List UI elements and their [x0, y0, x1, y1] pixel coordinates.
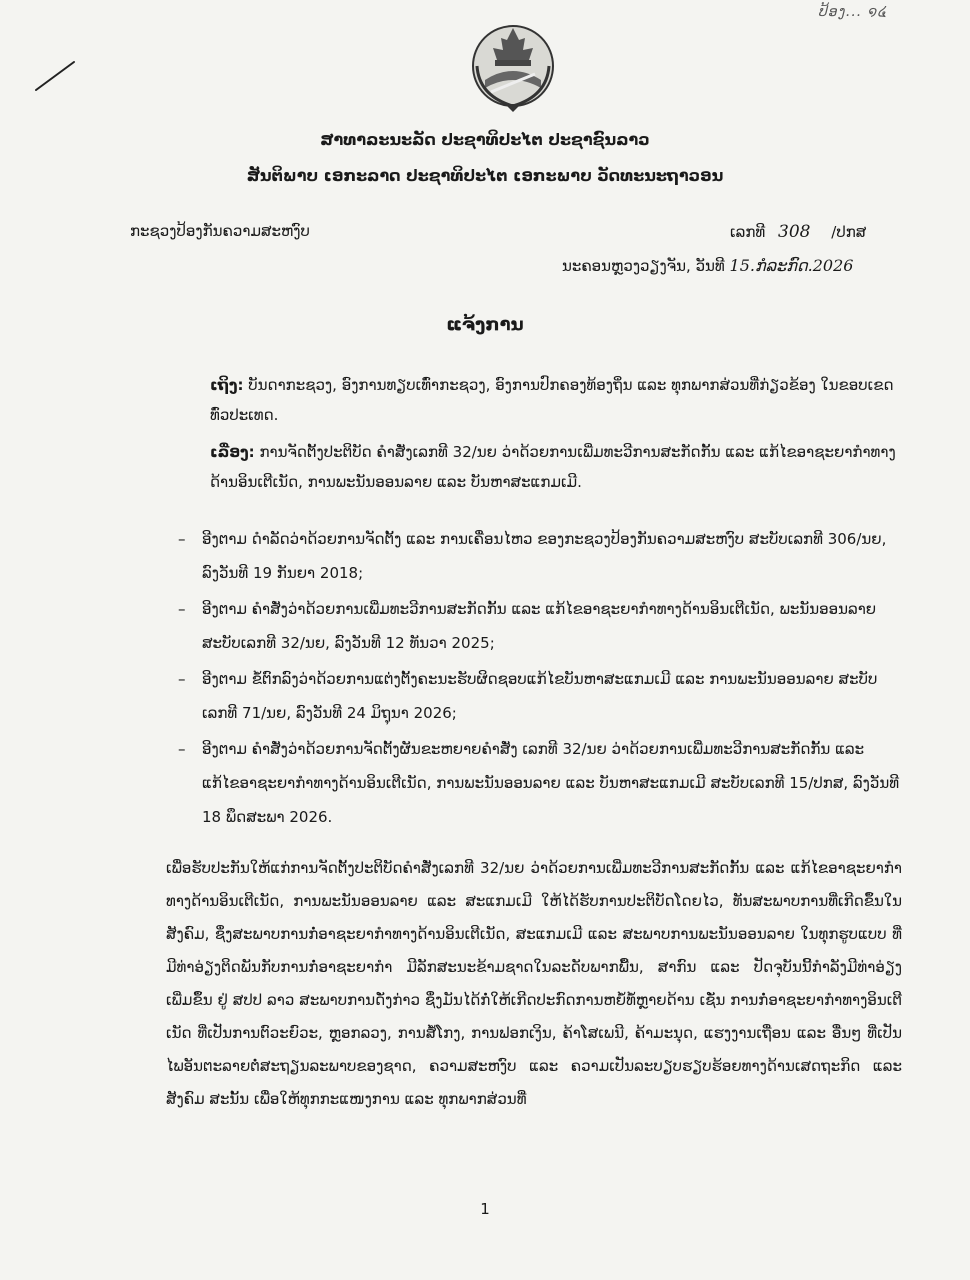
document-number — [730, 222, 866, 242]
page-number: 1 — [480, 1200, 490, 1218]
legal-references-list — [178, 522, 900, 836]
header-republic-name: ສາທາລະນະລັດ ປະຊາທິປະໄຕ ປະຊາຊົນລາວ — [320, 130, 650, 149]
body-paragraph: ເພື່ອຮັບປະກັນໃຫ້ແກ່ການຈັດຕັ້ງປະຕິບັດຄຳສັ່ງເລກທີ 32/ນຍ ວ່າດ້ວຍການເພີ່ມທະວີການສະກັດກັ້ນ ແລະ ແກ້ໄຂອາຊະຍາກຳທາງດ້ານອິນເຕີເນັດ, ການພະນັນອອນລາຍ ແລະ ສະແກມເມີ ໃຫ້ໄດ້ຮັບການປະຕິບັດໂດຍໄວ, ທັນສະພາບການທີ່ເກີດຂຶ້ນໃນສັງຄົມ, ຊຶ່ງສະພາບການກໍ່ອາຊະຍາກຳທາງດ້ານອິນເຕີເນັດ, ສະແກມເມີ ແລະ ສະພາບການພະນັນອອນລາຍ ໃນທຸກຮູບແບບ ທີ່ມີທ່າອ່ຽງຕິດພັນກັບການກໍ່ອາຊະຍາກຳ ມີລັກສະນະຂ້າມຊາດໃນລະດັບພາກພື້ນ, ສາກົນ ແລະ ປັດຈຸບັນນີ້ກຳລັງມີທ່າອ່ຽງເພີ່ມຂຶ້ນ ຢູ່ ສປປ ລາວ ສະພາບການດັ່ງກ່າວ ຊຶ່ງມັນໄດ້ກໍ່ໃຫ້ເກີດປະກົດການຫຍໍ້ທໍ້ຫຼາຍດ້ານ ເຊັ່ນ ການກໍ່ອາຊະຍາກຳທາງອິນເຕີເນັດ ທີ່ເປັນການຕົວະຍົວະ, ຫຼອກລວງ, ການສໍ້ໂກງ, ການຟອກເງິນ, ຄ້າໂສເພນີ, ຄ້າມະນຸດ, ແຮງງານເຖື່ອນ ແລະ ອື່ນໆ ທີ່ເປັນໄພອັນຕະລາຍຕໍ່ສະຖຽນລະພາບຂອງຊາດ, ຄວາມສະຫງົບ ແລະ ຄວາມເປັນລະບຽບຮຽບຮ້ອຍທາງດ້ານເສດຖະກິດ ແລະ ສັງຄົມ ສະນັ້ນ ເພື່ອໃຫ້ທຸກກະແໜງການ ແລະ ທຸກພາກສ່ວນທີ່ — [166, 859, 902, 1108]
reference-text: ອີງຕາມ ດຳລັດວ່າດ້ວຍການຈັດຕັ້ງ ແລະ ການເຄື່ອນໄຫວ ຂອງກະຊວງປ້ອງກັນຄວາມສະຫງົບ ສະບັບເລກທີ 306/ນຍ, ລົງວັນທີ 19 ກັນຍາ 2018; — [202, 530, 887, 582]
document-number-value: 308 — [778, 222, 811, 242]
document-number-suffix: /ປກສ — [831, 223, 867, 241]
document-title: ແຈ້ງການ — [446, 314, 524, 335]
list-item: – ອີງຕາມ ດຳລັດວ່າດ້ວຍການຈັດຕັ້ງ ແລະ ການເຄື່ອນໄຫວ ຂອງກະຊວງປ້ອງກັນຄວາມສະຫງົບ ສະບັບເລກທີ 306/ນຍ, ລົງວັນທີ 19 ກັນຍາ 2018; — [178, 530, 887, 582]
place-date-prefix: ນະຄອນຫຼວງວຽງຈັນ, ວັນທີ — [562, 257, 725, 275]
subject — [210, 437, 900, 497]
issuing-ministry: ກະຊວງປ້ອງກັນຄວາມສະຫງົບ — [130, 222, 310, 240]
subject-label: ເລື່ອງ: — [210, 443, 255, 461]
corner-handwritten-note: ປ້ອງ... ໑໔ — [818, 4, 887, 20]
list-item: – ອີງຕາມ ຄຳສັ່ງວ່າດ້ວຍການຈັດຕັ້ງຜັນຂະຫຍາຍຄຳສັ່ງ ເລກທີ 32/ນຍ ວ່າດ້ວຍການເພີ່ມທະວີການສະກັດກັ້ນ ແລະ ແກ້ໄຂອາຊະຍາກຳທາງດ້ານອິນເຕີເນັດ, ການພະນັນອອນລາຍ ແລະ ບັນຫາສະແກມເມີ ສະບັບເລກທີ 15/ປກສ, ລົງວັນທີ 18 ພຶດສະພາ 2026. — [178, 740, 900, 826]
list-item: – ອີງຕາມ ຄຳສັ່ງວ່າດ້ວຍການເພີ່ມທະວີການສະກັດກັ້ນ ແລະ ແກ້ໄຂອາຊະຍາກຳທາງດ້ານອິນເຕີເນັດ, ພະນັນອອນລາຍ ສະບັບເລກທີ 32/ນຍ, ລົງວັນທີ 12 ທັນວາ 2025; — [178, 600, 877, 652]
pen-mark — [30, 56, 80, 96]
reference-text: ອີງຕາມ ຂໍ້ຕົກລົງວ່າດ້ວຍການແຕ່ງຕັ້ງຄະນະຮັບຜິດຊອບແກ້ໄຂບັນຫາສະແກມເມີ ແລະ ການພະນັນອອນລາຍ ສະບັບເລກທີ 71/ນຍ, ລົງວັນທີ 24 ມິຖຸນາ 2026; — [202, 670, 878, 722]
list-item: – ອີງຕາມ ຂໍ້ຕົກລົງວ່າດ້ວຍການແຕ່ງຕັ້ງຄະນະຮັບຜິດຊອບແກ້ໄຂບັນຫາສະແກມເມີ ແລະ ການພະນັນອອນລາຍ ສະບັບເລກທີ 71/ນຍ, ລົງວັນທີ 24 ມິຖຸນາ 2026; — [178, 670, 878, 722]
addressee-label: ເຖິງ: — [210, 376, 244, 394]
national-emblem — [465, 14, 561, 114]
handwritten-date: 15.ກໍລະກົດ.2026 — [729, 256, 854, 275]
place-and-date — [562, 256, 853, 275]
addressee — [210, 370, 900, 430]
reference-text: ອີງຕາມ ຄຳສັ່ງວ່າດ້ວຍການເພີ່ມທະວີການສະກັດກັ້ນ ແລະ ແກ້ໄຂອາຊະຍາກຳທາງດ້ານອິນເຕີເນັດ, ພະນັນອອນລາຍ ສະບັບເລກທີ 32/ນຍ, ລົງວັນທີ 12 ທັນວາ 2025; — [202, 600, 877, 652]
document-number-label: ເລກທີ — [730, 223, 766, 241]
reference-text: ອີງຕາມ ຄຳສັ່ງວ່າດ້ວຍການຈັດຕັ້ງຜັນຂະຫຍາຍຄຳສັ່ງ ເລກທີ 32/ນຍ ວ່າດ້ວຍການເພີ່ມທະວີການສະກັດກັ້ນ ແລະ ແກ້ໄຂອາຊະຍາກຳທາງດ້ານອິນເຕີເນັດ, ການພະນັນອອນລາຍ ແລະ ບັນຫາສະແກມເມີ ສະບັບເລກທີ 15/ປກສ, ລົງວັນທີ 18 ພຶດສະພາ 2026. — [202, 740, 900, 826]
addressee-text: ບັນດາກະຊວງ, ອົງການທຽບເທົ່າກະຊວງ, ອົງການປົກຄອງທ້ອງຖິ່ນ ແລະ ທຸກພາກສ່ວນທີ່ກ່ຽວຂ້ອງ ໃນຂອບເຂດທົ່ວປະເທດ. — [210, 376, 894, 424]
subject-text: ການຈັດຕັ້ງປະຕິບັດ ຄຳສັ່ງເລກທີ 32/ນຍ ວ່າດ້ວຍການເພີ່ມທະວີການສະກັດກັ້ນ ແລະ ແກ້ໄຂອາຊະຍາກຳທາງດ້ານອິນເຕີເນັດ, ການພະນັນອອນລາຍ ແລະ ບັນຫາສະແກມເມີ. — [210, 443, 896, 491]
header-national-motto: ສັນຕິພາບ ເອກະລາດ ປະຊາທິປະໄຕ ເອກະພາບ ວັດທະນະຖາວອນ — [246, 166, 724, 185]
